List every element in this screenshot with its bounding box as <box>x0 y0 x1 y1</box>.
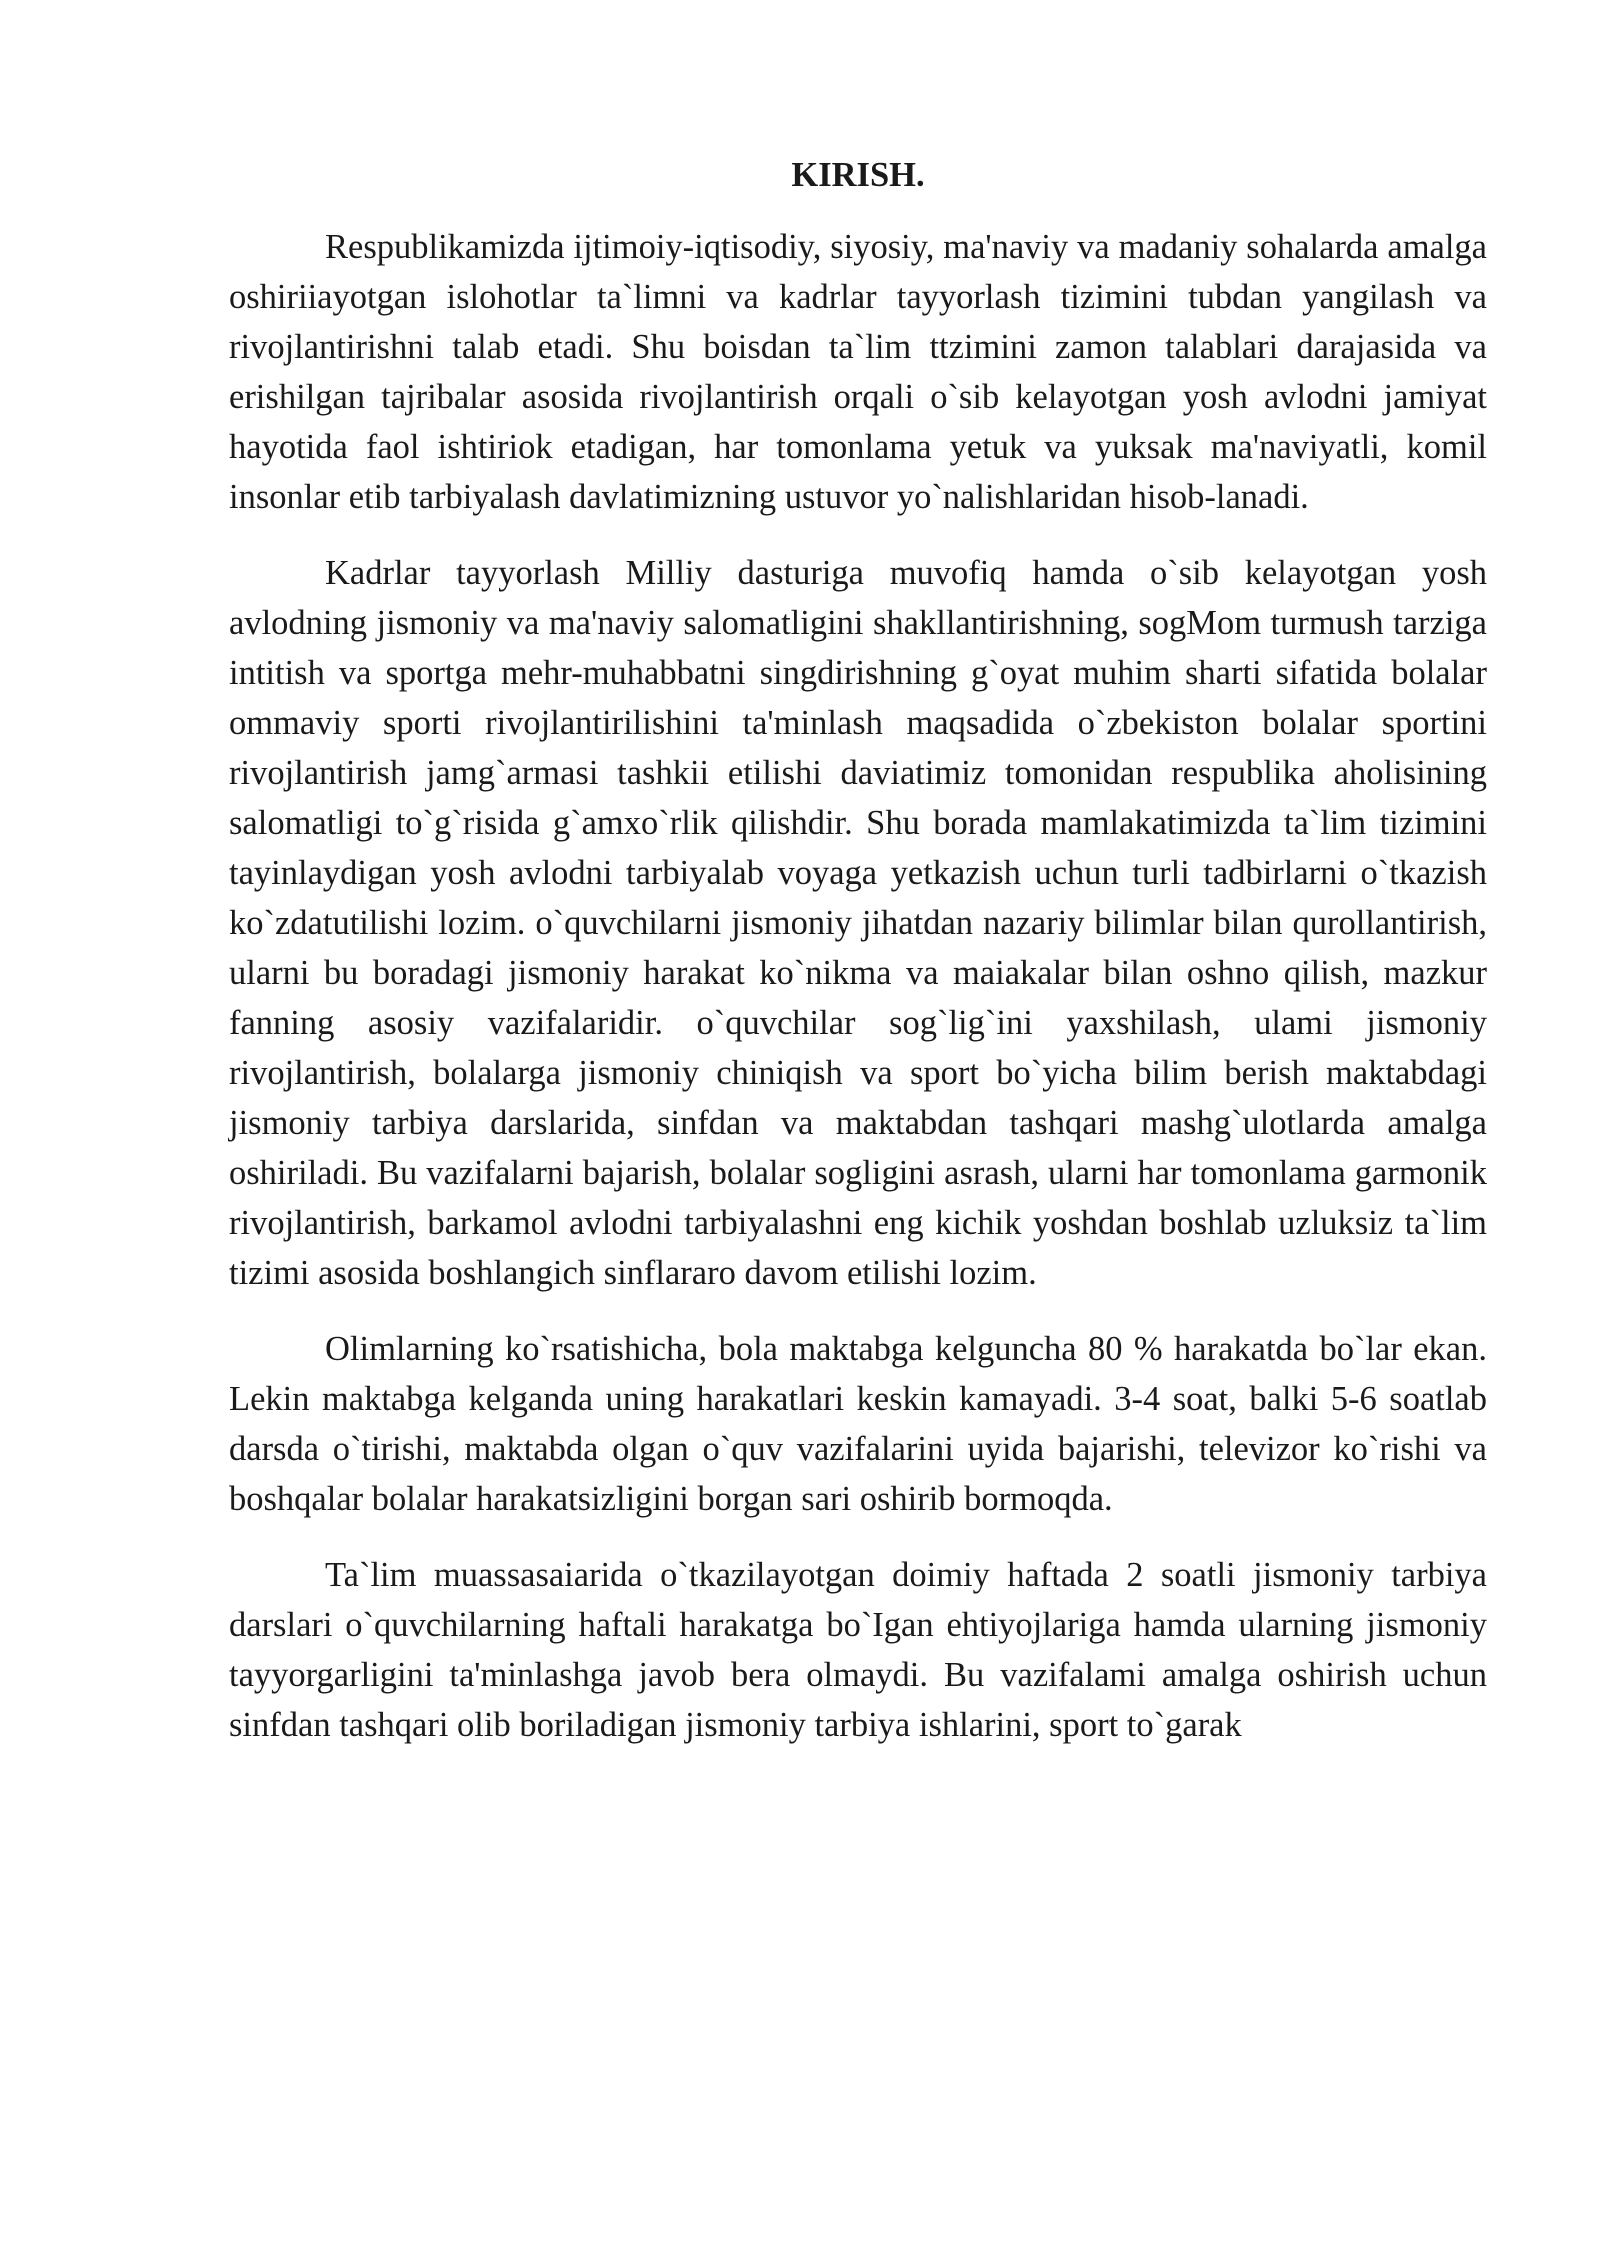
paragraph-3: Olimlarning ko`rsatishicha, bola maktabga kelguncha 80 % harakatda bo`lar ekan. Lekin maktabga kelganda uning harakatlari keskin kamayadi. 3-4 soat, balki 5-6 soatlab darsda o`tirishi, maktabda olgan o`quv vazifalarini uyida bajarishi, televizor ko`rishi va boshqalar bolalar harakatsizligini borgan sari oshirib bormoqda. <box>229 1330 1487 1518</box>
page-title: KIRISH. <box>791 156 925 194</box>
document-body <box>229 150 1487 1776</box>
paragraph-1: Respublikamizda ijtimoiy-iqtisodiy, siyosiy, ma'naviy va madaniy sohalarda amalga oshiriiayotgan islohotlar ta`limni va kadrlar tayyorlash tizimini tubdan yangilash va rivojlantirishni talab etadi. Shu boisdan ta`lim ttzimini zamon talablari darajasida va erishilgan tajribalar asosida rivojlantirish orqali o`sib kelayotgan yosh avlodni jamiyat hayotida faol ishtiriok etadigan, har tomonlama yetuk va yuksak ma'naviyatli, komil insonlar etib tarbiyalash davlatimizning ustuvor yo`nalishlaridan hisob-lanadi. <box>229 228 1487 516</box>
paragraph-4: Ta`lim muassasaiarida o`tkazilayotgan doimiy haftada 2 soatli jismoniy tarbiya darslari o`quvchilarning haftali harakatga bo`Igan ehtiyojlariga hamda ularning jismoniy tayyorgarligini ta'minlashga javob bera olmaydi. Bu vazifalami amalga oshirish uchun sinfdan tashqari olib boriladigan jismoniy tarbiya ishlarini, sport to`garak <box>229 1556 1487 1744</box>
paragraph-2: Kadrlar tayyorlash Milliy dasturiga muvofiq hamda o`sib kelayotgan yosh avlodning jismoniy va ma'naviy salomatligini shakllantirishning, sogMom turmush tarziga intitish va sportga mehr-muhabbatni singdirishning g`oyat muhim sharti sifatida bolalar ommaviy sporti rivojlantirilishini ta'minlash maqsadida o`zbekiston bolalar sportini rivojlantirish jamg`armasi tashkii etilishi daviatimiz tomonidan respublika aholisining salomatligi to`g`risida g`amxo`rlik qilishdir. Shu borada mamlakatimizda ta`lim tizimini tayinlaydigan yosh avlodni tarbiyalab voyaga yetkazish uchun turli tadbirlarni o`tkazish ko`zdatutilishi lozim. o`quvchilarni jismoniy jihatdan nazariy bilimlar bilan qurollantirish, ularni bu boradagi jismoniy harakat ko`nikma va maiakalar bilan oshno qilish, mazkur fanning asosiy vazifalaridir. o`quvchilar sog`lig`ini yaxshilash, ulami jismoniy rivojlantirish, bolalarga jismoniy chiniqish va sport bo`yicha bilim berish maktabdagi jismoniy tarbiya darslarida, sinfdan va maktabdan tashqari mashg`ulotlarda amalga oshiriladi. Bu vazifalarni bajarish, bolalar sogligini asrash, ularni har tomonlama garmonik rivojlantirish, barkamol avlodni tarbiyalashni eng kichik yoshdan boshlab uzluksiz ta`lim tizimi asosida boshlangich sinflararo davom etilishi lozim. <box>229 554 1487 1292</box>
